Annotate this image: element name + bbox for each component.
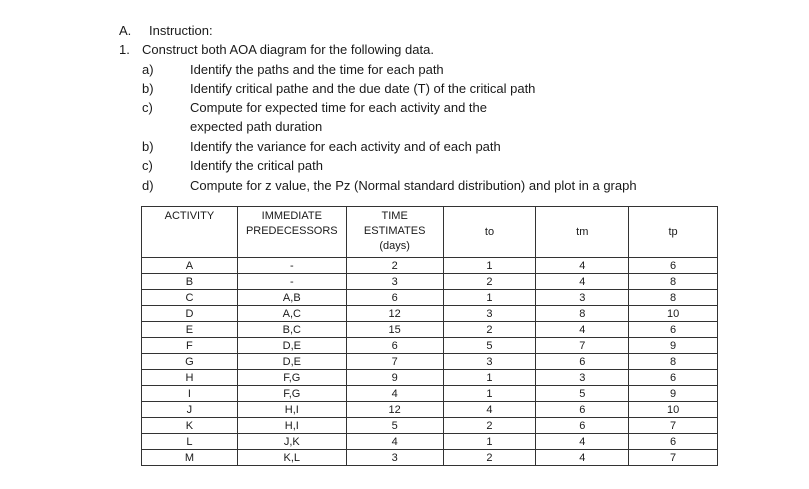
subitem-text: Compute for z value, the Pz (Normal standard distribution) and plot in a graph [190,178,637,193]
cell-activity: C [142,290,238,306]
cell-tm: 7 [536,338,629,354]
subitem-text-continuation: expected path duration [190,119,323,134]
cell-activity: J [142,402,238,418]
header-time-line3: (days) [379,240,410,252]
subitem-marker: c) [142,100,153,115]
cell-tp: 6 [629,434,718,450]
subitem-marker: b) [142,139,154,154]
table-row [142,290,718,306]
cell-tp: 7 [629,418,718,434]
header-tp-label: tp [668,225,678,238]
cell-tm: 4 [536,434,629,450]
cell-time-estimate: 6 [346,290,443,306]
cell-time-estimate: 4 [346,434,443,450]
item-marker: 1. [119,42,130,57]
cell-to: 2 [443,418,536,434]
table-row [142,370,718,386]
cell-time-estimate: 3 [346,450,443,466]
cell-predecessors: - [237,274,346,290]
cell-tp: 7 [629,450,718,466]
cell-to: 4 [443,402,536,418]
section-marker: A. [119,23,132,38]
header-tp [629,207,718,258]
cell-activity: E [142,322,238,338]
cell-tp: 6 [629,370,718,386]
subitem-text: Compute for expected time for each activity and the [190,100,487,115]
table-row [142,274,718,290]
cell-time-estimate: 4 [346,386,443,402]
cell-to: 1 [443,290,536,306]
section-title: Instruction: [149,23,213,38]
table-row [142,434,718,450]
activity-table [141,206,718,466]
cell-predecessors: D,E [237,338,346,354]
table-row [142,354,718,370]
cell-predecessors: D,E [237,354,346,370]
table-row [142,386,718,402]
cell-time-estimate: 6 [346,338,443,354]
cell-predecessors: F,G [237,386,346,402]
cell-time-estimate: 5 [346,418,443,434]
table-row [142,418,718,434]
cell-predecessors: H,I [237,418,346,434]
cell-tp: 8 [629,354,718,370]
cell-activity: G [142,354,238,370]
cell-to: 5 [443,338,536,354]
table-row [142,450,718,466]
subitem-text: Identify the paths and the time for each path [190,62,444,77]
table-header-row [142,207,718,258]
cell-tp: 9 [629,386,718,402]
subitem-text: Identify the critical path [190,158,323,173]
cell-tm: 4 [536,258,629,274]
header-time-estimates [346,207,443,258]
table-row [142,402,718,418]
cell-activity: A [142,258,238,274]
item-text: Construct both AOA diagram for the following data. [142,42,434,57]
cell-tm: 3 [536,370,629,386]
subitem-marker: a) [142,62,154,77]
cell-time-estimate: 9 [346,370,443,386]
cell-time-estimate: 3 [346,274,443,290]
cell-activity: K [142,418,238,434]
cell-tm: 4 [536,322,629,338]
header-time-line2: ESTIMATES [363,225,426,237]
cell-to: 3 [443,306,536,322]
cell-time-estimate: 12 [346,402,443,418]
cell-tp: 10 [629,402,718,418]
table-row [142,338,718,354]
cell-time-estimate: 7 [346,354,443,370]
header-time-line1: TIME [381,210,408,222]
subitem-marker: c) [142,158,153,173]
subitem-text: Identify the variance for each activity and of each path [190,139,501,154]
cell-to: 3 [443,354,536,370]
cell-predecessors: K,L [237,450,346,466]
cell-tm: 8 [536,306,629,322]
table-row [142,322,718,338]
cell-tm: 6 [536,418,629,434]
cell-tm: 4 [536,274,629,290]
cell-tm: 6 [536,402,629,418]
cell-predecessors: A,C [237,306,346,322]
cell-to: 1 [443,434,536,450]
header-tm [536,207,629,258]
cell-predecessors: B,C [237,322,346,338]
header-predecessors [237,207,346,258]
header-predecessors-line2: PREDECESSORS [245,225,338,237]
cell-time-estimate: 2 [346,258,443,274]
header-activity [142,207,238,258]
cell-activity: F [142,338,238,354]
cell-tp: 6 [629,322,718,338]
cell-to: 2 [443,450,536,466]
subitem-marker: d) [142,178,154,193]
cell-time-estimate: 15 [346,322,443,338]
cell-tp: 8 [629,274,718,290]
cell-to: 2 [443,274,536,290]
subitem-text: Identify critical pathe and the due date (T) of the critical path [190,81,536,96]
cell-tp: 6 [629,258,718,274]
header-tm-label: tm [576,225,589,238]
cell-activity: I [142,386,238,402]
cell-predecessors: - [237,258,346,274]
cell-tp: 9 [629,338,718,354]
cell-to: 1 [443,386,536,402]
cell-predecessors: F,G [237,370,346,386]
cell-activity: H [142,370,238,386]
header-activity-label: ACTIVITY [164,210,215,222]
cell-tm: 5 [536,386,629,402]
subitem-marker: b) [142,81,154,96]
cell-to: 1 [443,258,536,274]
table-row [142,306,718,322]
header-predecessors-line1: IMMEDIATE [261,210,322,222]
cell-activity: B [142,274,238,290]
cell-tp: 10 [629,306,718,322]
cell-tm: 3 [536,290,629,306]
table-row [142,258,718,274]
cell-predecessors: J,K [237,434,346,450]
cell-activity: M [142,450,238,466]
cell-tm: 4 [536,450,629,466]
cell-predecessors: A,B [237,290,346,306]
cell-activity: L [142,434,238,450]
cell-tm: 6 [536,354,629,370]
header-to-label: to [484,225,495,238]
cell-tp: 8 [629,290,718,306]
cell-activity: D [142,306,238,322]
cell-to: 1 [443,370,536,386]
cell-to: 2 [443,322,536,338]
header-to [443,207,536,258]
cell-predecessors: H,I [237,402,346,418]
cell-time-estimate: 12 [346,306,443,322]
